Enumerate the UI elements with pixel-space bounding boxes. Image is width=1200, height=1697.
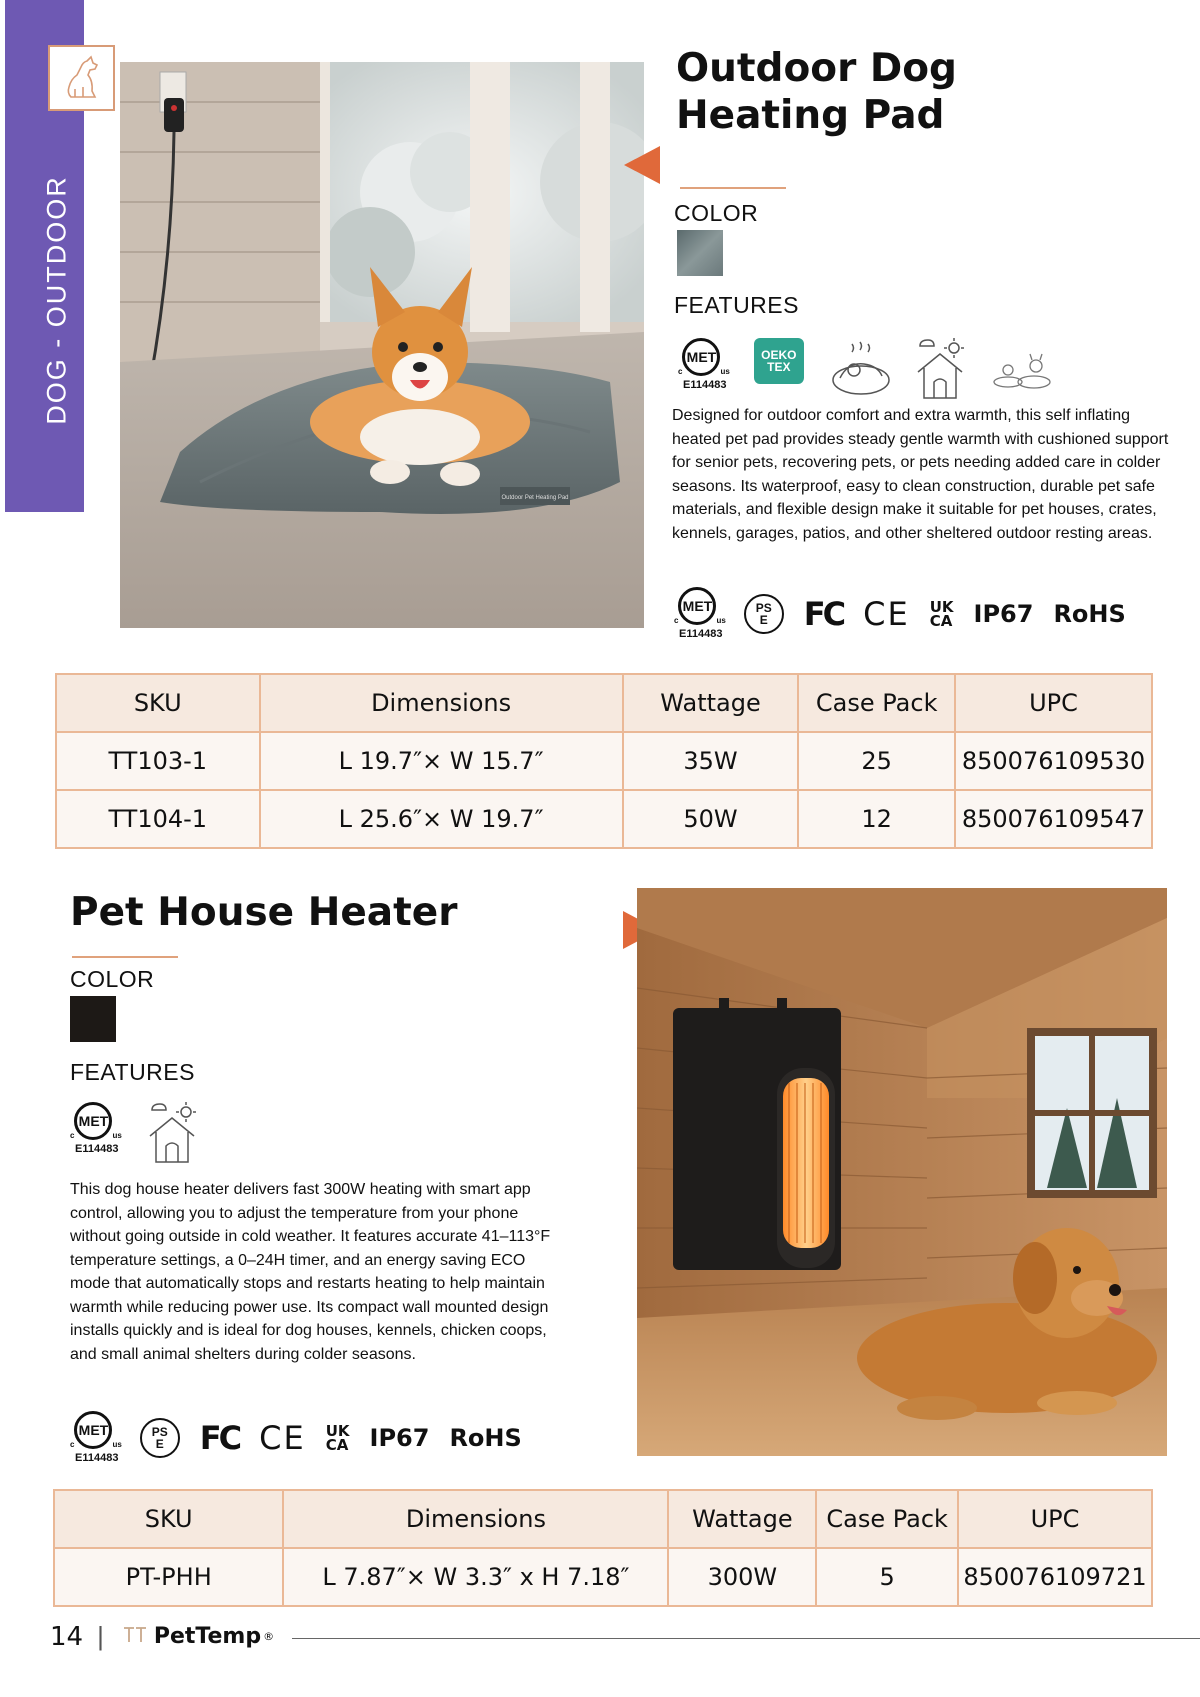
table-cell: 25 [798,732,955,790]
met-listed-icon: c MET us E114483 [678,338,730,391]
footer-rule [292,1638,1200,1640]
pettemp-mark-icon [122,1624,148,1649]
dog-logo-icon [48,45,115,111]
table-header: Wattage [668,1490,816,1548]
met-listed-icon: c MET us E114483 [674,587,726,640]
page-footer [50,1621,1200,1652]
product1-feature-icons [678,338,1076,407]
multi-pet-icon [988,338,1054,395]
table-header-row [54,1490,1152,1548]
table-cell: L 25.6″× W 19.7″ [260,790,623,848]
table-header: UPC [958,1490,1152,1548]
bed-label: Outdoor Pet Heating Pad [501,495,569,501]
product2-features-label: FEATURES [70,1059,195,1085]
table-cell: 300W [668,1548,816,1606]
ce-mark-icon: CE [259,1418,306,1457]
table-header: Dimensions [283,1490,668,1548]
met-code: E114483 [683,379,727,391]
table-header: Case Pack [798,674,955,732]
table-row [56,732,1152,790]
rohs-label: RoHS [1053,599,1126,628]
table-cell: TT103-1 [56,732,260,790]
product1-color-label: COLOR [674,200,759,226]
ip67-label: IP67 [369,1423,430,1452]
met-code: E114483 [75,1452,119,1464]
table-cell: 850076109721 [958,1548,1152,1606]
product2-description: This dog house heater delivers fast 300W heating with smart app control, allowing you to adjust the temperature from your phone without going outside in cold weather. It features accurate 41–113°F temperature settings, a 0–24H timer, and an energy saving ECO mode that automatically stops and restarts heating to help maintain warmth while reducing power use. Its compact wall mounted design installs quickly and is ideal for dog houses, kennels, chicken coops, and small animal shelters during colder seasons. [70,1181,551,1363]
fcc-mark-icon: FC [199,1418,240,1457]
oeko-tex-icon: OEKO TEX [754,338,804,384]
heating-pad-photo [120,62,644,628]
product2-certifications [70,1411,542,1464]
ip67-label: IP67 [973,599,1034,628]
table-row [54,1548,1152,1606]
product2-title: Pet House Heater [70,890,458,935]
table-cell: PT-PHH [54,1548,283,1606]
brand-logo: PetTemp ® [122,1624,274,1649]
rohs-label: RoHS [449,1423,522,1452]
met-listed-icon: c MET us E114483 [70,1411,122,1464]
title-divider [680,187,786,189]
pse-mark-icon: PS E [744,594,784,634]
product1-features-label: FEATURES [674,292,799,318]
pse-mark-icon: PS E [140,1418,180,1458]
ukca-mark-icon: UK CA [325,1421,350,1454]
table-cell: L 7.87″× W 3.3″ x H 7.18″ [283,1548,668,1606]
table-header-row [56,674,1152,732]
product1-spec-table [55,673,1153,849]
title-divider [72,956,178,958]
table-cell: L 19.7″× W 15.7″ [260,732,623,790]
table-header: Wattage [623,674,799,732]
product1-description: Designed for outdoor comfort and extra warmth, this self inflating heated pet pad provides steady gentle warmth with cushioned support for senior pets, recovering pets, or pets needing added care in colder seasons. Its waterproof, easy to clean construction, durable pet safe materials, and flexible design make it suitable for pet houses, crates, kennels, garages, patios, and other sheltered outdoor resting areas. [672,407,1169,542]
page-number: 14 [50,1621,84,1652]
table-header: Case Pack [816,1490,958,1548]
table-cell: 850076109530 [955,732,1152,790]
color-swatch-black [70,996,116,1042]
table-cell: 35W [623,732,799,790]
product1-certifications [674,587,1146,640]
table-header: SKU [54,1490,283,1548]
table-cell: 50W [623,790,799,848]
section-marker-arrow [624,146,660,184]
met-code: E114483 [679,628,723,640]
ce-mark-icon: CE [863,594,910,633]
footer-separator: | [97,1621,104,1651]
table-cell: TT104-1 [56,790,260,848]
table-cell: 5 [816,1548,958,1606]
color-swatch-gray [677,230,723,276]
ukca-mark-icon: UK CA [929,597,954,630]
met-code: E114483 [75,1143,119,1155]
table-cell: 12 [798,790,955,848]
met-listed-icon: c MET us E114483 [70,1102,122,1155]
table-row [56,790,1152,848]
product2-spec-table [53,1489,1153,1607]
pet-house-heater-photo [637,888,1167,1456]
product2-color-label: COLOR [70,966,155,992]
fcc-mark-icon: FC [803,594,844,633]
table-header: SKU [56,674,260,732]
table-header: Dimensions [260,674,623,732]
outdoor-house-weather-icon [146,1102,198,1171]
table-cell: 850076109547 [955,790,1152,848]
product1-title: Outdoor Dog Heating Pad [676,46,957,138]
category-label: DOG - OUTDOOR [41,175,72,425]
warm-pet-bed-icon [830,338,892,403]
product2-feature-icons [70,1102,220,1171]
table-header: UPC [955,674,1152,732]
outdoor-house-weather-icon [914,338,966,407]
